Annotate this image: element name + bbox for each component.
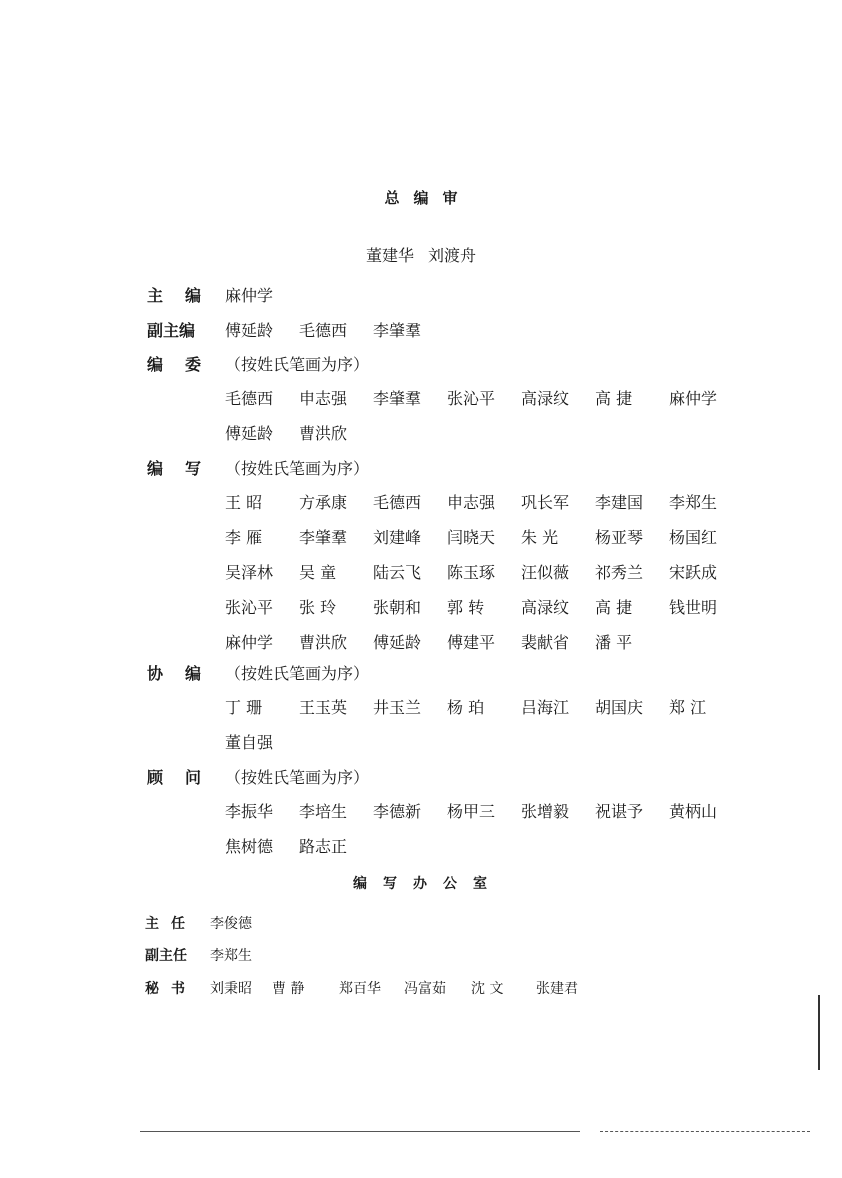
chief-editor-name: 董建华: [365, 246, 414, 265]
writer-name: 王 昭: [225, 493, 263, 512]
bottom-rule-dashed: [600, 1131, 810, 1132]
secretary-name: 沈 文: [471, 981, 504, 997]
assistants-note: （按姓氏笔画为序）: [225, 664, 370, 683]
director-name: 李俊德: [210, 916, 252, 932]
advisor-name: 焦树德: [225, 837, 274, 856]
writer-name: 张 玲: [299, 598, 337, 617]
writer-name: 裴献省: [521, 633, 570, 652]
writer-name: 巩长军: [521, 493, 570, 512]
committee-member-name: 高 捷: [595, 389, 633, 408]
writer-name: 方承康: [299, 493, 348, 512]
writer-name: 杨国红: [669, 528, 718, 547]
writer-name: 高渌纹: [521, 598, 570, 617]
writer-name: 吴 童: [299, 563, 337, 582]
advisors-note: （按姓氏笔画为序）: [225, 768, 370, 787]
committee-note: （按姓氏笔画为序）: [225, 355, 370, 374]
committee-label: 编委: [147, 355, 224, 374]
scan-edge-mark: [818, 995, 820, 1070]
deputy-editor-name: 李肇羣: [373, 321, 422, 340]
assistant-name: 井玉兰: [373, 698, 422, 717]
secretaries-label: 秘书: [145, 981, 197, 997]
advisor-name: 黄柄山: [669, 802, 718, 821]
committee-member-name: 李肇羣: [373, 389, 422, 408]
deputy-editor-name: 毛德西: [299, 321, 348, 340]
writer-name: 麻仲学: [225, 633, 274, 652]
chief-editors: [0, 243, 842, 266]
committee-member-name: 毛德西: [225, 389, 274, 408]
writer-name: 张朝和: [373, 598, 422, 617]
advisor-name: 李德新: [373, 802, 422, 821]
advisor-name: 路志正: [299, 837, 348, 856]
editor-label: 主编: [147, 286, 224, 305]
writer-name: 朱 光: [521, 528, 559, 547]
writer-name: 祁秀兰: [595, 563, 644, 582]
assistant-name: 胡国庆: [595, 698, 644, 717]
advisor-name: 祝谌予: [595, 802, 644, 821]
assistant-name: 董自强: [225, 733, 274, 752]
writer-name: 宋跃成: [669, 563, 718, 582]
writer-name: 张沁平: [225, 598, 274, 617]
writer-name: 傅建平: [447, 633, 496, 652]
committee-member-name: 麻仲学: [669, 389, 718, 408]
writer-name: 吴泽林: [225, 563, 274, 582]
deputy-director-label: 副主任: [145, 948, 187, 964]
committee-member-name: 高渌纹: [521, 389, 570, 408]
assistant-name: 丁 珊: [225, 698, 263, 717]
committee-member-name: 申志强: [299, 389, 348, 408]
page-title: 总编审: [384, 189, 472, 207]
office-title: 编写办公室: [353, 876, 503, 892]
writer-name: 李肇羣: [299, 528, 348, 547]
secretary-name: 曹 静: [272, 981, 305, 997]
deputy-editor-name: 傅延龄: [225, 321, 274, 340]
director-label: 主任: [145, 916, 197, 932]
writer-name: 陆云飞: [373, 563, 422, 582]
writer-name: 申志强: [447, 493, 496, 512]
secretary-name: 刘秉昭: [210, 981, 252, 997]
writer-name: 曹洪欣: [299, 633, 348, 652]
writer-name: 汪似薇: [521, 563, 570, 582]
writers-note: （按姓氏笔画为序）: [225, 459, 370, 478]
writer-name: 李建国: [595, 493, 644, 512]
advisors-label: 顾问: [147, 768, 224, 787]
committee-member-name: 张沁平: [447, 389, 496, 408]
bottom-rule: [140, 1131, 580, 1132]
secretary-name: 郑百华: [339, 981, 381, 997]
writer-name: 郭 转: [447, 598, 485, 617]
advisor-name: 杨甲三: [447, 802, 496, 821]
editor-name: 麻仲学: [225, 286, 274, 305]
writer-name: 杨亚琴: [595, 528, 644, 547]
advisor-name: 张增毅: [521, 802, 570, 821]
writer-name: 陈玉琢: [447, 563, 496, 582]
writers-label: 编写: [147, 459, 224, 478]
writer-name: 傅延龄: [373, 633, 422, 652]
committee-member-name: 曹洪欣: [299, 424, 348, 443]
writer-name: 高 捷: [595, 598, 633, 617]
assistant-name: 吕海江: [521, 698, 570, 717]
writer-name: 潘 平: [595, 633, 633, 652]
writer-name: 闫晓天: [447, 528, 496, 547]
writer-name: 刘建峰: [373, 528, 422, 547]
writer-name: 李 雁: [225, 528, 263, 547]
assistant-name: 郑 江: [669, 698, 707, 717]
advisor-name: 李培生: [299, 802, 348, 821]
committee-member-name: 傅延龄: [225, 424, 274, 443]
secretary-name: 张建君: [536, 981, 578, 997]
deputy-editor-label: 副主编: [147, 321, 196, 340]
secretary-name: 冯富茹: [404, 981, 446, 997]
assistants-label: 协编: [147, 664, 224, 683]
writer-name: 钱世明: [669, 598, 718, 617]
assistant-name: 王玉英: [299, 698, 348, 717]
assistant-name: 杨 珀: [447, 698, 485, 717]
chief-editor-name: 刘渡舟: [428, 246, 477, 265]
writer-name: 李郑生: [669, 493, 718, 512]
deputy-director-name: 李郑生: [210, 948, 252, 964]
advisor-name: 李振华: [225, 802, 274, 821]
writer-name: 毛德西: [373, 493, 422, 512]
